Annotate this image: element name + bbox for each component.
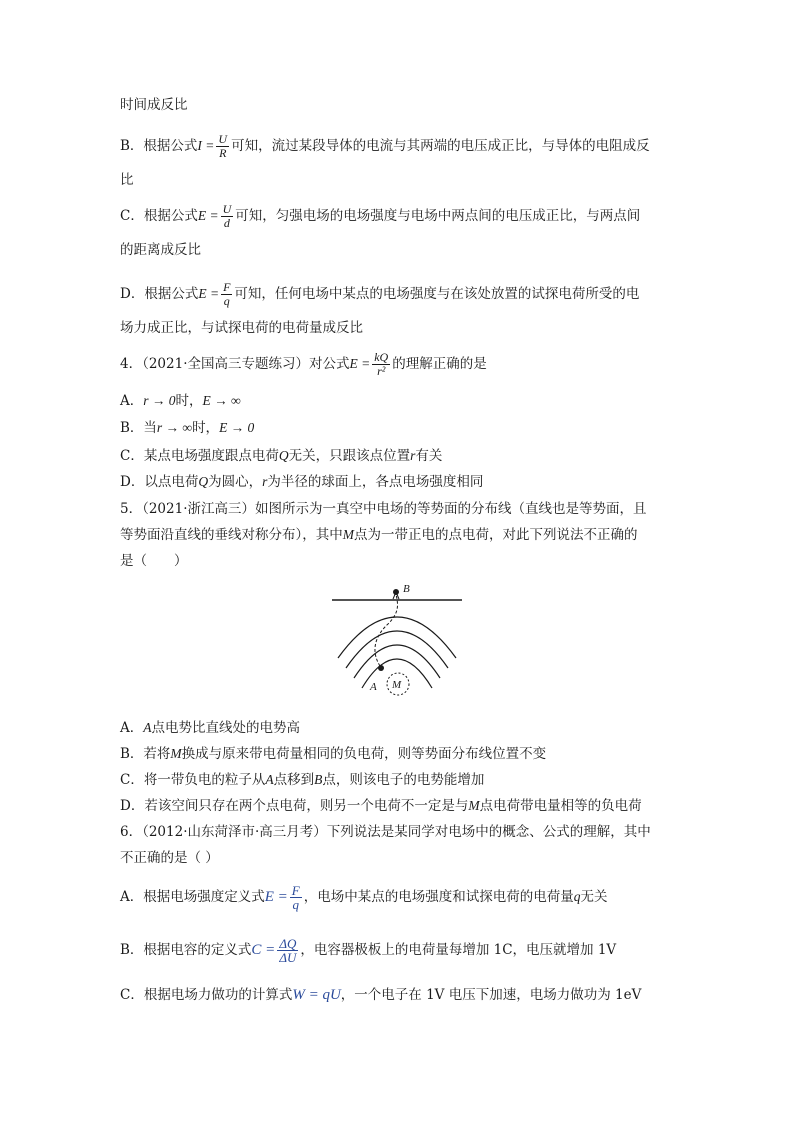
option-c-line: C．根据公式E = $\frac{U}{d}$ 可知，匀强电场的电场强度与电场中两点间的电压成正比，与两点间 (120, 202, 641, 230)
text-line: 时间成反比 (120, 97, 188, 113)
equipotential-curve (346, 631, 448, 668)
q6-option-c: C．根据电场力做功的计算式W = qU，一个电子在 1V 电压下加速，电场力做功为 1eV (120, 987, 642, 1003)
equipotential-curve (354, 645, 440, 678)
text-line: 的距离成反比 (120, 242, 201, 258)
option-b-line: B．根据公式I = $\frac{U}{R}$ 可知，流过某段导体的电流与其两端的电压成正比，与导体的电阻成反 (120, 132, 650, 160)
text-line: 是（ ） (120, 553, 188, 569)
text-line: 场力成正比，与试探电荷的电荷量成反比 (120, 320, 363, 336)
label-b: B (403, 583, 410, 595)
fraction-kq-over-r2: $\frac{kQ}{\text{r²}}$ (374, 350, 389, 378)
q5-option-d: D．若该空间只存在两个点电荷，则另一个电荷不一定是与M点电荷带电量相等的负电荷 (120, 798, 642, 814)
text-line: 比 (120, 172, 134, 188)
fraction-u-over-r: $\frac{U}{R}$ (218, 132, 228, 160)
fraction-u-over-d: $\frac{U}{d}$ (222, 202, 232, 230)
point-a-dot (378, 665, 384, 671)
trajectory-path (375, 594, 398, 666)
q6-option-b: B．根据电容的定义式C = $\frac{\Delta Q}{\Delta U}$ ，电容器极板上的电荷量每增加 1C，电压就增加 1V (120, 936, 617, 965)
q6-option-a: A．根据电场强度定义式E = $\frac{F}{q}$ ，电场中某点的电场强度和试探电荷的电荷量q无关 (120, 883, 608, 912)
text-line: 不正确的是（ ） (120, 850, 219, 866)
equipotential-curve (338, 617, 456, 658)
q4-option-d: D．以点电荷Q为圆心，r为半径的球面上，各点电场强度相同 (120, 474, 484, 490)
question-4-stem: 4．（2021·全国高三专题练习）对公式E = $\frac{kQ}{\text{r²}}$ 的理解正确的是 (120, 350, 487, 378)
q4-option-b: B．当r → ∞时，E → 0 (120, 420, 255, 436)
q5-option-b: B．若将M换成与原来带电荷量相同的负电荷，则等势面分布线位置不变 (120, 746, 547, 762)
fraction-f-over-q: $\frac{F}{q}$ (223, 280, 231, 308)
point-b-dot (393, 589, 399, 595)
question-5-stem: 5．（2021·浙江高三）如图所示为一真空中电场的等势面的分布线（直线也是等势面，且 (120, 501, 647, 517)
q5-option-c: C．将一带负电的粒子从A点移到B点，则该电子的电势能增加 (120, 772, 485, 788)
label-m: M (392, 679, 402, 691)
text-line: 等势面沿直线的垂线对称分布），其中M点为一带正电的点电荷，对此下列说法不正确的 (120, 527, 638, 543)
q5-option-a: A．A点电势比直线处的电势高 (120, 720, 300, 736)
question-6-stem: 6．（2012·山东菏泽市·高三月考）下列说法是某同学对电场中的概念、公式的理解，其中 (120, 824, 651, 840)
q4-option-c: C．某点电场强度跟点电荷Q无关，只跟该点位置r有关 (120, 448, 443, 464)
label-a: A (370, 681, 377, 693)
q4-option-a: A．r → 0时，E → ∞ (120, 393, 241, 409)
fraction-dq-over-du: $\frac{\Delta Q}{\Delta U}$ (279, 936, 297, 965)
equipotential-figure (330, 580, 465, 705)
option-d-line: D．根据公式E = $\frac{F}{q}$ 可知，任何电场中某点的电场强度与在该处放置的试探电荷所受的电 (120, 280, 640, 308)
fraction-f-over-q: $\frac{F}{q}$ (291, 883, 300, 912)
